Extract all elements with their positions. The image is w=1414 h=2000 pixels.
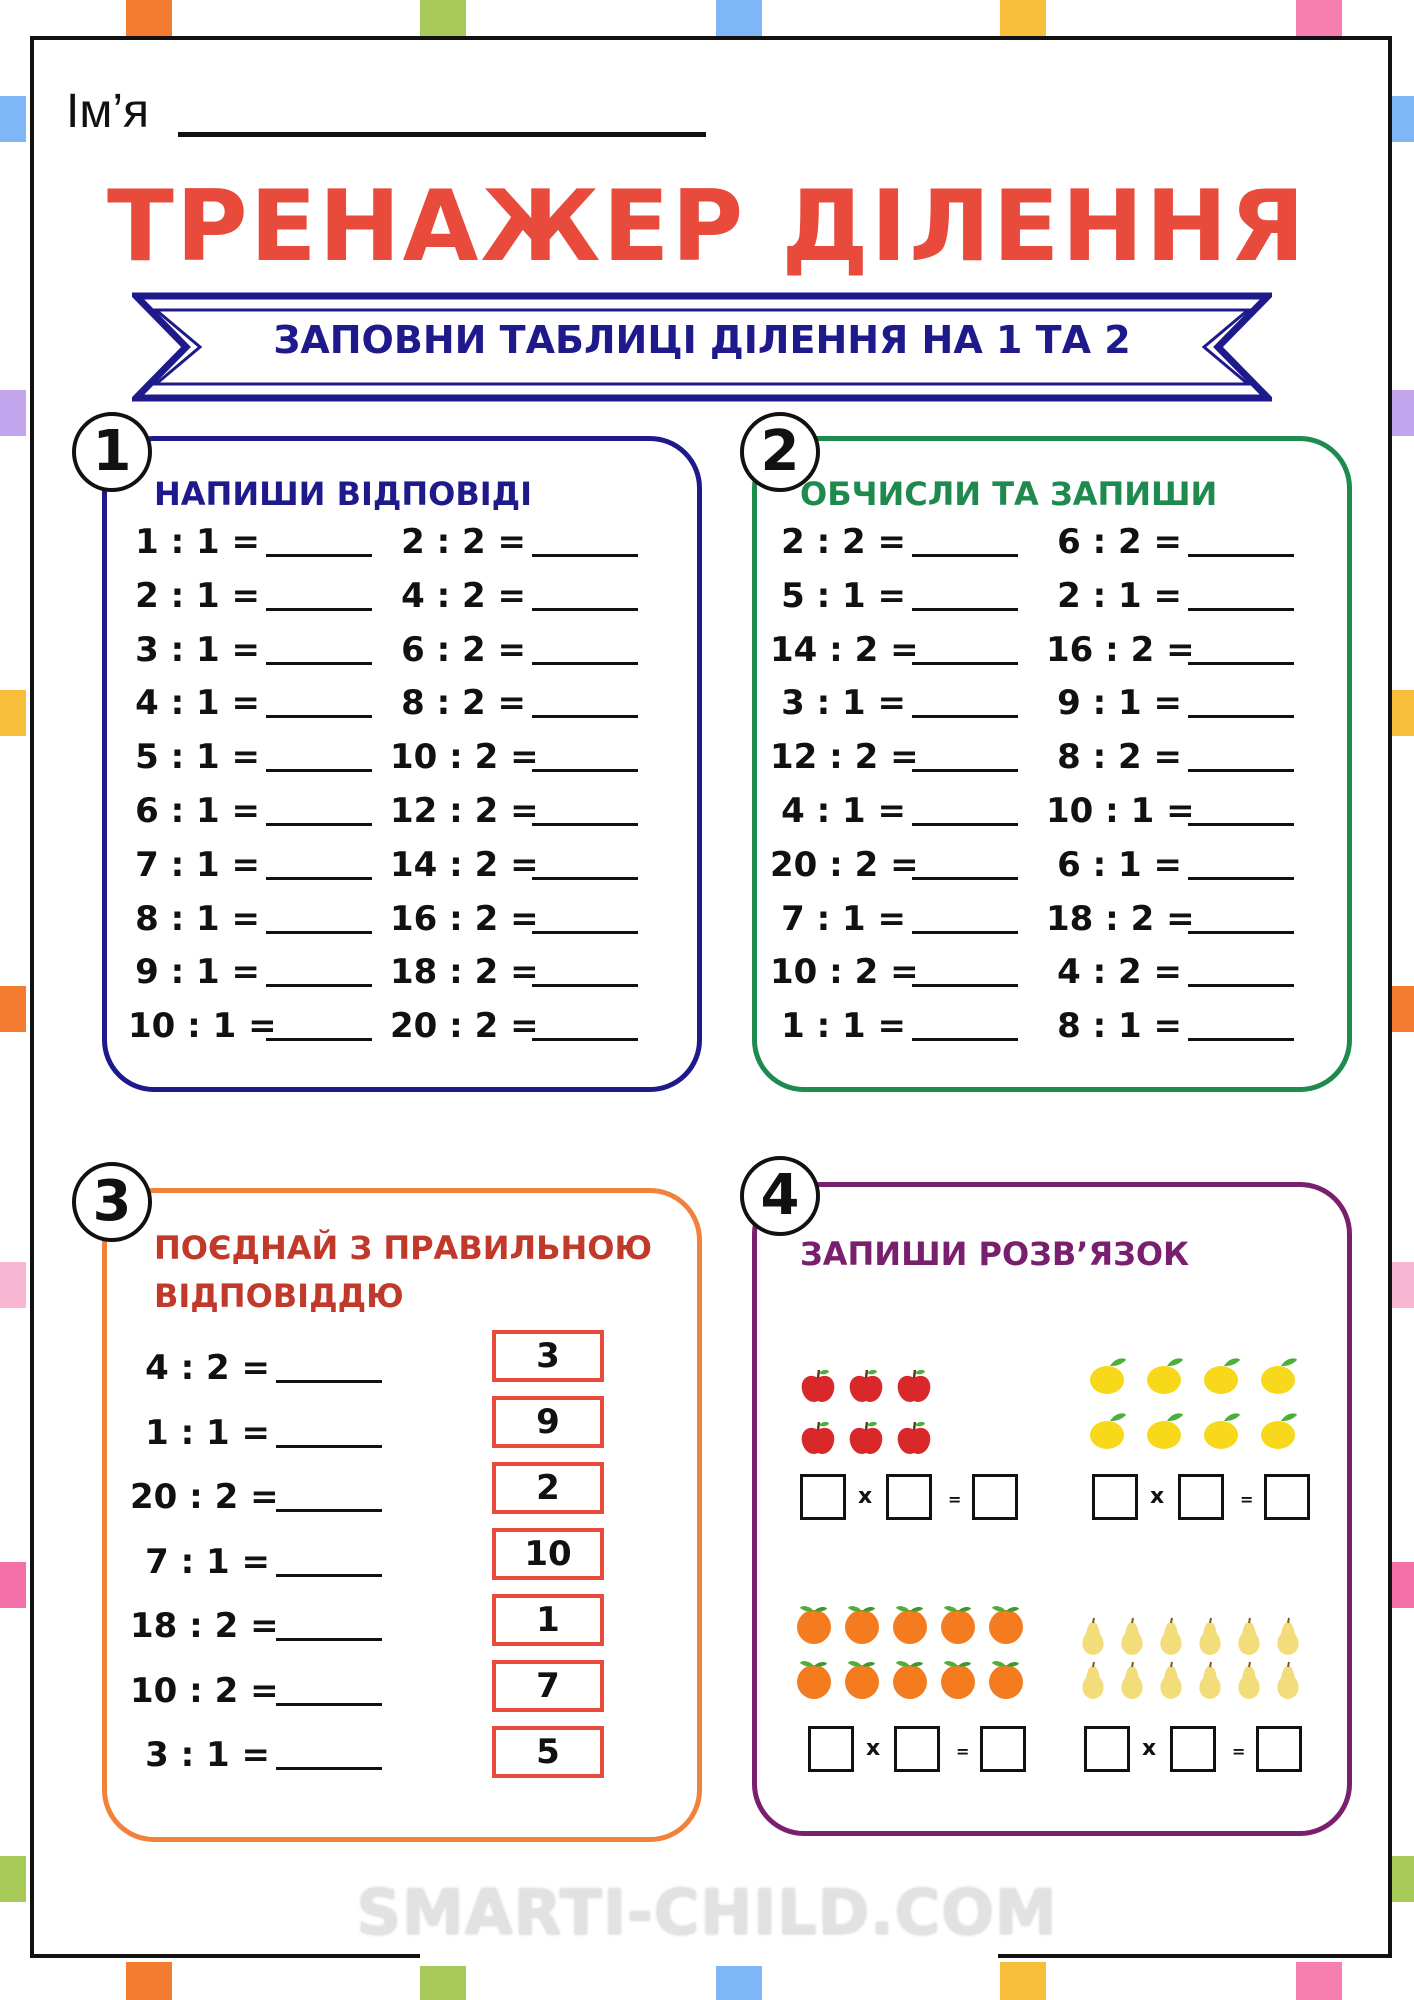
answer-blank[interactable] [276,1676,382,1706]
answer-blank[interactable] [532,527,638,557]
frame-gap [420,1950,998,1966]
equals-sign: = [956,1742,970,1761]
equation-text: 10 : 2 = [770,952,919,993]
orange-icon [984,1602,1028,1650]
task2-right-equation [1046,897,1294,941]
answer-blank[interactable] [1188,850,1294,880]
task1-left-equation [128,735,372,779]
equation-text: 1 : 1 = [135,522,260,562]
task1-right-equation [390,735,638,779]
equals-sign: = [948,1490,962,1509]
answer-blank[interactable] [1188,581,1294,611]
answer-square[interactable] [1170,1726,1216,1772]
task1-left-equation [128,681,372,725]
decor-square [420,1962,466,2000]
apple-icon [846,1418,886,1462]
equation-text: 12 : 2 = [770,737,919,778]
task3-title-line2: ВІДПОВІДДЮ [154,1277,404,1315]
multiply-sign: x [858,1484,873,1509]
task3-equation [130,1475,382,1519]
task2-right-equation [1046,574,1294,618]
answer-option[interactable]: 3 [492,1330,604,1382]
orange-icon [984,1657,1028,1705]
answer-blank[interactable] [276,1418,382,1448]
task1-left-equation [128,789,372,833]
decor-square [716,0,762,36]
equation-text: 7 : 1 = [135,844,260,885]
lemon-icon [1086,1409,1130,1457]
equation-text: 8 : 1 = [135,898,260,939]
task2-right-equation [1046,628,1294,672]
equation-text: 4 : 2 = [401,575,526,616]
answer-square[interactable] [800,1474,846,1520]
task3-title-line1: ПОЄДНАЙ З ПРАВИЛЬНОЮ [154,1229,652,1267]
task1-number: 1 [72,412,152,492]
answer-square[interactable] [1256,1726,1302,1772]
equation-text: 14 : 2 = [390,844,539,885]
task2-left-equation [770,843,1018,887]
answer-blank[interactable] [266,957,372,987]
task2-right-equation [1046,789,1294,833]
task1-right-equation [390,950,638,994]
task1-right-equation [390,897,638,941]
equation-text: 20 : 2 = [130,1477,279,1517]
orange-icon [888,1602,932,1650]
answer-blank[interactable] [1188,1011,1294,1041]
orange-icon [840,1602,884,1650]
task3-equation [130,1346,382,1390]
name-input-line[interactable] [178,132,706,137]
answer-blank[interactable] [276,1547,382,1577]
task3-equation [130,1411,382,1455]
task1-right-equation [390,843,638,887]
equation-text: 6 : 1 = [135,791,260,831]
equation-text: 3 : 1 = [145,1735,270,1775]
answer-blank[interactable] [912,1011,1018,1041]
answer-blank[interactable] [912,635,1018,665]
answer-blank[interactable] [266,742,372,772]
pear-icon [1195,1616,1225,1664]
equation-text: 4 : 1 = [781,791,906,831]
equation-text: 4 : 1 = [135,683,260,724]
equation-text: 20 : 2 = [390,1006,539,1047]
answer-blank[interactable] [266,904,372,934]
answer-blank[interactable] [276,1353,382,1383]
task2-left-equation [770,897,1018,941]
answer-blank[interactable] [532,635,638,665]
answer-option[interactable]: 7 [492,1660,604,1712]
answer-square[interactable] [886,1474,932,1520]
answer-blank[interactable] [912,796,1018,826]
equals-sign: = [1232,1742,1246,1761]
answer-blank[interactable] [1188,527,1294,557]
answer-blank[interactable] [912,688,1018,718]
task3-equation [130,1604,382,1648]
equation-text: 18 : 2 = [390,952,539,993]
apple-icon [894,1418,934,1462]
pear-icon [1156,1660,1186,1708]
task2-right-equation [1046,1004,1294,1048]
pear-icon [1195,1660,1225,1708]
equation-text: 2 : 1 = [1057,575,1182,616]
pear-icon [1234,1660,1264,1708]
answer-blank[interactable] [912,850,1018,880]
apple-icon [894,1366,934,1410]
equation-text: 12 : 2 = [390,791,539,831]
answer-blank[interactable] [532,1011,638,1041]
decor-square [0,986,26,1032]
lemon-icon [1200,1354,1244,1402]
equation-text: 18 : 2 = [130,1606,279,1646]
answer-blank[interactable] [266,688,372,718]
task2-right-equation [1046,950,1294,994]
equation-text: 2 : 1 = [135,575,260,616]
equation-text: 8 : 2 = [1057,737,1182,778]
equation-text: 7 : 1 = [781,898,906,939]
task2-left-equation [770,520,1018,564]
answer-blank[interactable] [276,1482,382,1512]
pear-icon [1078,1616,1108,1664]
task1-right-equation [390,574,638,618]
answer-square[interactable] [1264,1474,1310,1520]
answer-blank[interactable] [532,957,638,987]
decor-square [1296,0,1342,36]
answer-blank[interactable] [912,581,1018,611]
task1-left-equation [128,897,372,941]
answer-blank[interactable] [1188,957,1294,987]
answer-square[interactable] [1092,1474,1138,1520]
task2-left-equation [770,735,1018,779]
answer-square[interactable] [1178,1474,1224,1520]
answer-blank[interactable] [266,527,372,557]
orange-icon [888,1657,932,1705]
lemon-icon [1143,1409,1187,1457]
answer-option[interactable]: 1 [492,1594,604,1646]
equation-text: 5 : 1 = [135,737,260,778]
answer-blank[interactable] [912,957,1018,987]
equation-text: 16 : 2 = [390,898,539,939]
subtitle: ЗАПОВНИ ТАБЛИЦІ ДІЛЕННЯ НА 1 ТА 2 [273,318,1131,362]
task4-title: ЗАПИШИ РОЗВ’ЯЗОК [800,1235,1190,1273]
equation-text: 10 : 2 = [390,737,539,778]
answer-blank[interactable] [1188,688,1294,718]
equation-text: 6 : 2 = [1057,522,1182,562]
task2-left-equation [770,681,1018,725]
decor-square [0,96,26,142]
equals-sign: = [1240,1490,1254,1509]
multiply-sign: x [1150,1484,1165,1509]
name-label: Ім’я [66,85,149,138]
apple-icon [846,1366,886,1410]
answer-square[interactable] [1084,1726,1130,1772]
answer-option[interactable]: 2 [492,1462,604,1514]
equation-text: 18 : 2 = [1046,898,1195,939]
answer-blank[interactable] [1188,635,1294,665]
equation-text: 1 : 1 = [781,1006,906,1047]
apple-icon [798,1418,838,1462]
answer-blank[interactable] [276,1740,382,1770]
equation-text: 5 : 1 = [781,575,906,616]
decor-square [1000,1962,1046,2000]
task1-title: НАПИШИ ВІДПОВІДІ [154,475,533,513]
answer-blank[interactable] [276,1611,382,1641]
equation-text: 2 : 2 = [781,522,906,562]
pear-icon [1117,1660,1147,1708]
decor-square [126,1962,172,2000]
task3-equation [130,1669,382,1713]
lemon-icon [1257,1409,1301,1457]
equation-text: 10 : 1 = [1046,791,1195,831]
answer-blank[interactable] [912,904,1018,934]
answer-option[interactable]: 10 [492,1528,604,1580]
answer-blank[interactable] [266,850,372,880]
task3-equation [130,1733,382,1777]
answer-square[interactable] [808,1726,854,1772]
decor-square [0,390,26,436]
answer-blank[interactable] [532,688,638,718]
decor-square [126,0,172,36]
task1-left-equation [128,520,372,564]
answer-blank[interactable] [912,527,1018,557]
pear-icon [1273,1616,1303,1664]
task2-title: ОБЧИСЛИ ТА ЗАПИШИ [800,475,1218,513]
equation-text: 4 : 2 = [1057,952,1182,993]
apple-icon [798,1366,838,1410]
answer-blank[interactable] [266,796,372,826]
equation-text: 10 : 2 = [130,1670,279,1711]
lemon-icon [1143,1354,1187,1402]
task2-left-equation [770,950,1018,994]
task1-left-equation [128,843,372,887]
equation-text: 2 : 2 = [401,522,526,562]
answer-blank[interactable] [532,742,638,772]
decor-square [0,1262,26,1308]
answer-blank[interactable] [912,742,1018,772]
equation-text: 14 : 2 = [770,629,919,670]
decor-square [420,0,466,36]
pear-icon [1117,1616,1147,1664]
equation-text: 3 : 1 = [781,683,906,724]
task1-right-equation [390,520,638,564]
lemon-icon [1086,1354,1130,1402]
answer-blank[interactable] [532,796,638,826]
multiply-sign: x [1142,1736,1157,1761]
decor-square [1000,0,1046,36]
equation-text: 20 : 2 = [770,844,919,885]
lemon-icon [1200,1409,1244,1457]
answer-blank[interactable] [532,904,638,934]
task1-right-equation [390,789,638,833]
task1-right-equation [390,681,638,725]
answer-blank[interactable] [1188,904,1294,934]
task2-left-equation [770,1004,1018,1048]
task2-right-equation [1046,520,1294,564]
equation-text: 3 : 1 = [135,629,260,670]
pear-icon [1273,1660,1303,1708]
answer-blank[interactable] [266,581,372,611]
answer-square[interactable] [972,1474,1018,1520]
task2-right-equation [1046,843,1294,887]
decor-square [0,1562,26,1608]
answer-blank[interactable] [266,635,372,665]
orange-icon [936,1657,980,1705]
answer-blank[interactable] [1188,796,1294,826]
task1-left-equation [128,1004,372,1048]
task3-equation [130,1540,382,1584]
task1-left-equation [128,574,372,618]
task2-left-equation [770,789,1018,833]
equation-text: 4 : 2 = [145,1348,270,1388]
equation-text: 8 : 2 = [401,683,526,724]
equation-text: 6 : 2 = [401,629,526,670]
task1-left-equation [128,950,372,994]
equation-text: 1 : 1 = [145,1412,270,1453]
task2-right-equation [1046,681,1294,725]
answer-option[interactable]: 9 [492,1396,604,1448]
equation-text: 10 : 1 = [128,1006,277,1047]
task2-left-equation [770,574,1018,618]
equation-text: 9 : 1 = [1057,683,1182,724]
equation-text: 8 : 1 = [1057,1006,1182,1047]
task4-number: 4 [740,1156,820,1236]
answer-option[interactable]: 5 [492,1726,604,1778]
task2-right-equation [1046,735,1294,779]
answer-blank[interactable] [266,1011,372,1041]
decor-square [0,690,26,736]
decor-square [716,1962,762,2000]
equation-text: 16 : 2 = [1046,629,1195,670]
watermark: SMARTI-CHILD.COM [356,1876,1058,1949]
decor-square [1296,1962,1342,2000]
task2-left-equation [770,628,1018,672]
pear-icon [1156,1616,1186,1664]
orange-icon [840,1657,884,1705]
multiply-sign: x [866,1736,881,1761]
answer-blank[interactable] [532,850,638,880]
orange-icon [792,1602,836,1650]
task2-number: 2 [740,412,820,492]
answer-square[interactable] [980,1726,1026,1772]
orange-icon [936,1602,980,1650]
task1-right-equation [390,628,638,672]
lemon-icon [1257,1354,1301,1402]
task1-left-equation [128,628,372,672]
task3-number: 3 [72,1162,152,1242]
task1-right-equation [390,1004,638,1048]
answer-blank[interactable] [532,581,638,611]
equation-text: 9 : 1 = [135,952,260,993]
answer-blank[interactable] [1188,742,1294,772]
equation-text: 6 : 1 = [1057,844,1182,885]
pear-icon [1234,1616,1264,1664]
equation-text: 7 : 1 = [145,1541,270,1582]
page-title: ТРЕНАЖЕР ДІЛЕННЯ [107,170,1307,284]
pear-icon [1078,1660,1108,1708]
orange-icon [792,1657,836,1705]
answer-square[interactable] [894,1726,940,1772]
